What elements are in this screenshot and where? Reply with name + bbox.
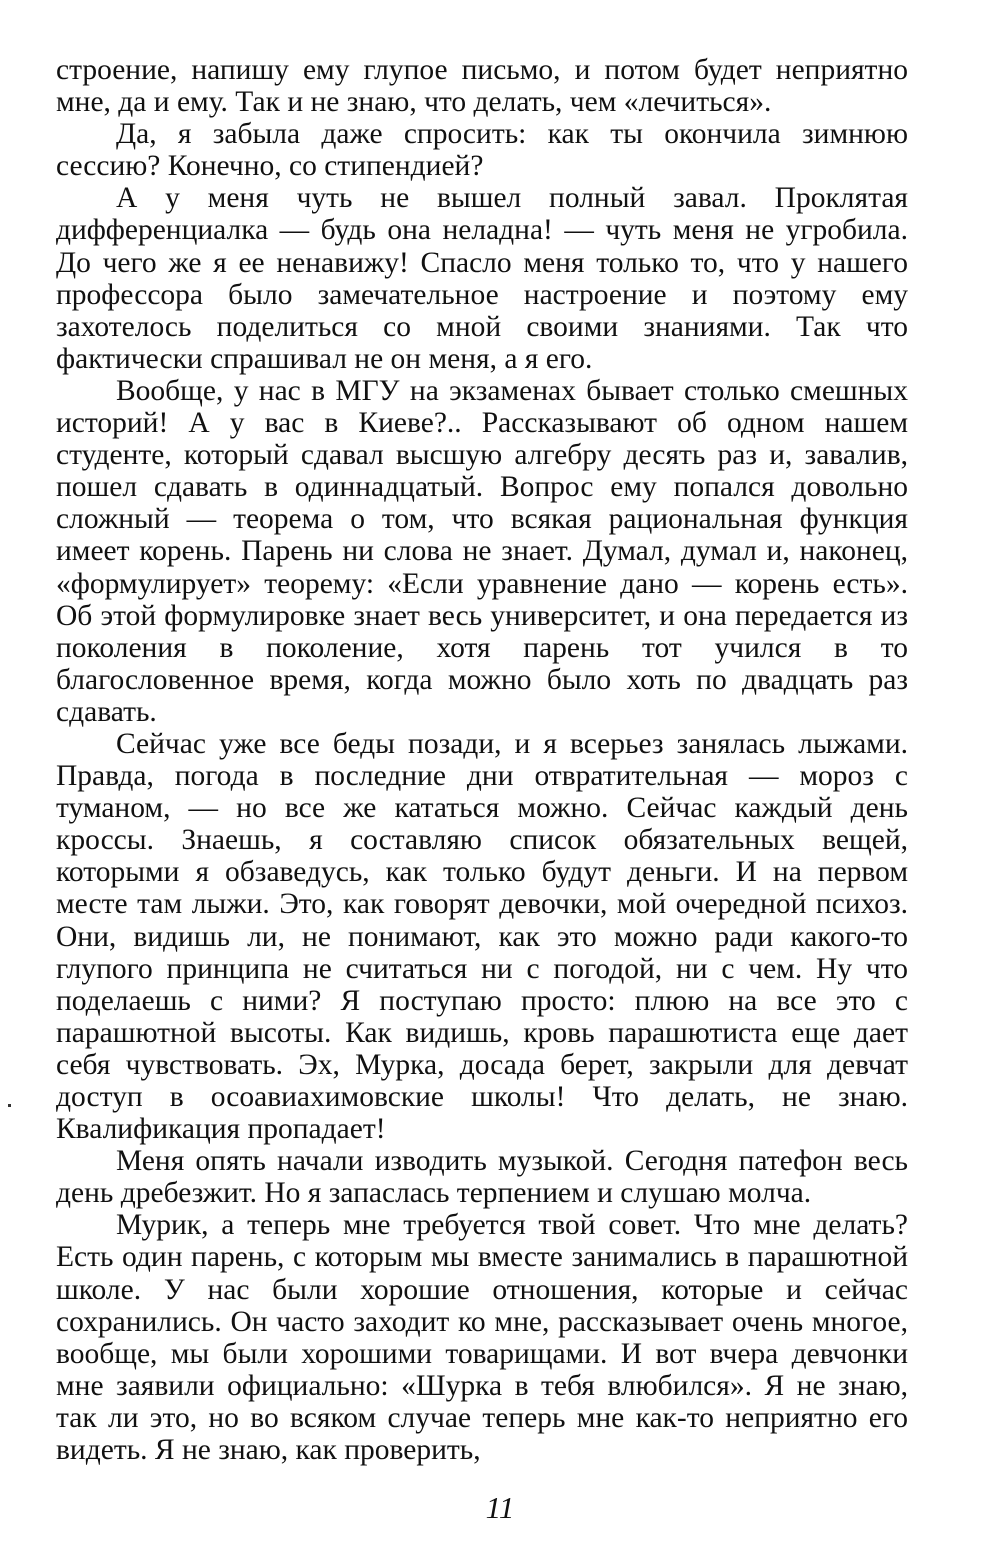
paragraph: Вообще, у нас в МГУ на экзаменах бывает столько смешных историй! А у вас в Киеве?.. Рассказывают об одном нашем студенте, который сдавал высшую алгебру десять раз и, завалив, пошел сдавать в одиннадцатый. Вопрос ему попался довольно сложный — теорема о том, что всякая рациональная функция имеет корень. Парень ни слова не знает. Думал, думал и, наконец, «формулирует» теорему: «Если уравнение дано — корень есть». Об этой формулировке знает весь университет, и она передается из поколения в поколение, хотя парень тот учился в то благословенное время, когда можно было хоть по двадцать раз сдавать. xyxy=(56,374,908,728)
paragraph: А у меня чуть не вышел полный завал. Проклятая дифференциалка — будь она неладна! — чуть меня не угробила. До чего же я ее ненавижу! Спасло меня только то, что у нашего профессора было замечательное настроение и поэтому ему захотелось поделиться со мной своими знаниями. Так что фактически спрашивал не он меня, а я его. xyxy=(56,182,908,375)
paragraph: строение, напишу ему глупое письмо, и потом будет неприятно мне, да и ему. Так и не знаю, что делать, чем «лечиться». xyxy=(56,54,908,119)
page-number: 11 xyxy=(485,1490,515,1525)
margin-mark xyxy=(8,1104,11,1107)
paragraph: Меня опять начали изводить музыкой. Сегодня патефон весь день дребезжит. Но я запаслась терпением и слушаю молча. xyxy=(56,1145,908,1210)
paragraph: Да, я забыла даже спросить: как ты окончила зимнюю сессию? Конечно, со стипендией? xyxy=(56,118,908,183)
paragraph: Мурик, а теперь мне требуется твой совет. Что мне делать? Есть один парень, с которым мы вместе занимались в парашютной школе. У нас были хорошие отношения, которые и сейчас сохранились. Он часто заходит ко мне, рассказывает очень многое, вообще, мы были хорошими товарищами. И вот вчера девчонки мне заявили официально: «Шурка в тебя влюбился». Я не знаю, так ли это, но во всяком случае теперь мне как-то неприятно его видеть. Я не знаю, как проверить, xyxy=(56,1209,908,1467)
paragraph: Сейчас уже все беды позади, и я всерьез занялась лыжами. Правда, погода в последние дни отвратительная — мороз с туманом, — но все же кататься можно. Сейчас каждый день кроссы. Знаешь, я составляю список обязательных вещей, которыми я обзаведусь, как только будут деньги. И на первом месте там лыжи. Это, как говорят девочки, мой очередной психоз. Они, видишь ли, не понимают, как это можно ради какого-то глупого принципа не считаться ни с погодой, ни с чем. Ну что поделаешь с ними? Я поступаю просто: плюю на все это с парашютной высоты. Как видишь, кровь парашютиста еще дает себя чувствовать. Эх, Мурка, досада берет, закрыли для девчат доступ в осоавиахимовские школы! Что делать, не знаю. Квалификация пропадает! xyxy=(56,727,908,1146)
page-text xyxy=(56,54,908,1466)
